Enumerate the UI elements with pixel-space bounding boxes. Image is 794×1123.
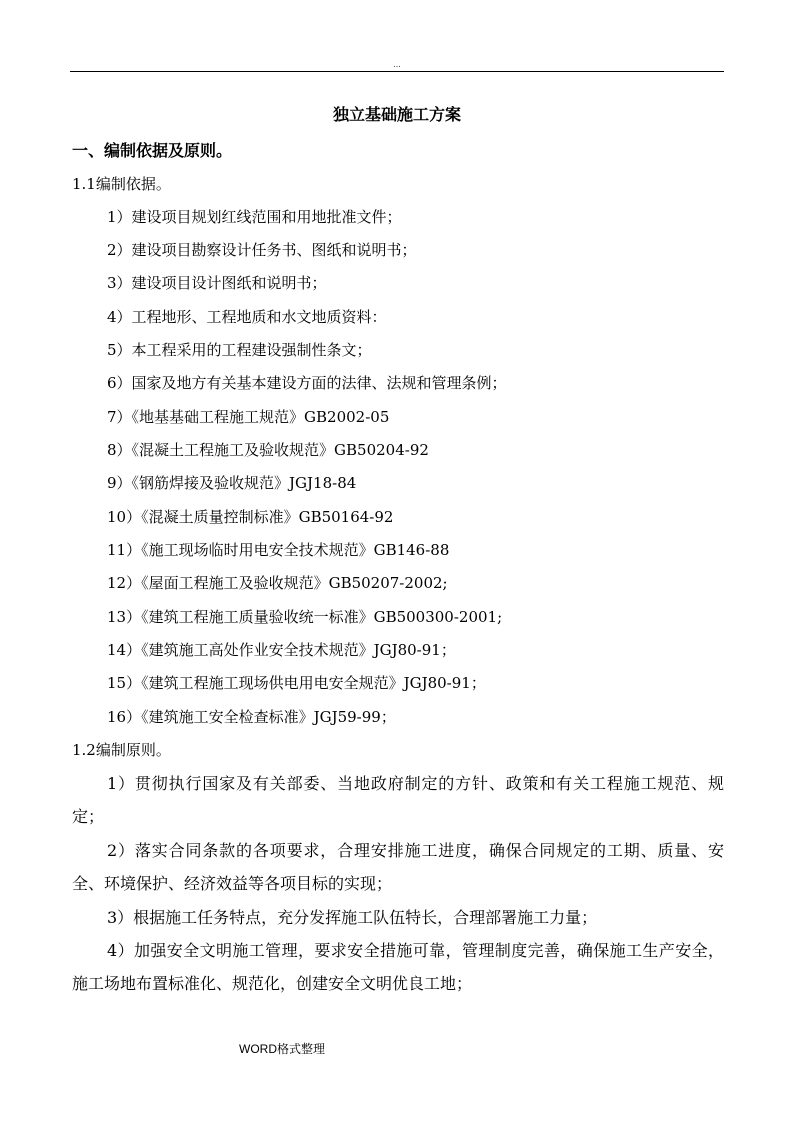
- basis-item: 4）工程地形、工程地质和水文地质资料：: [107, 308, 387, 326]
- header-rule: [70, 71, 724, 72]
- basis-item: 1）建设项目规划红线范围和用地批准文件；: [107, 208, 402, 226]
- document-title: 独立基础施工方案: [332, 105, 461, 124]
- basis-item: 5）本工程采用的工程建设强制性条文；: [107, 341, 372, 359]
- basis-item: 9）《钢筋焊接及验收规范》JGJ18-84: [107, 474, 357, 492]
- basis-item: 10）《混凝土质量控制标准》GB50164-92: [107, 508, 394, 526]
- basis-item: 3）建设项目设计图纸和说明书；: [107, 274, 327, 292]
- basis-item: 14）《建筑施工高处作业安全技术规范》JGJ80-91；: [107, 641, 456, 659]
- principle-paragraph: 1）贯彻执行国家及有关部委、当地政府制定的方针、政策和有关工程施工规范、规定；: [72, 774, 724, 826]
- footer-label: WORD格式整理: [239, 1042, 325, 1056]
- basis-item: 13）《建筑工程施工质量验收统一标准》GB500300-2001;: [107, 608, 503, 626]
- subsection-label-1-2: 1.2编制原则。: [72, 741, 171, 759]
- basis-item: 15）《建筑工程施工现场供电用电安全规范》JGJ80-91；: [107, 674, 486, 692]
- principle-paragraph: 3）根据施工任务特点，充分发挥施工队伍特长，合理部署施工力量；: [107, 908, 598, 927]
- principle-paragraph: 4）加强安全文明施工管理，要求安全措施可靠，管理制度完善，确保施工生产安全，施工场地布置标准化、规范化，创建安全文明优良工地；: [72, 941, 724, 993]
- header-dots: ...: [393, 60, 401, 69]
- subsection-label-1-1: 1.1编制依据。: [72, 175, 171, 193]
- basis-item: 8）《混凝土工程施工及验收规范》GB50204-92: [107, 441, 429, 459]
- basis-item: 12）《屋面工程施工及验收规范》GB50207-2002;: [107, 574, 448, 592]
- basis-item: 6）国家及地方有关基本建设方面的法律、法规和管理条例；: [107, 374, 507, 392]
- principle-paragraph: 2）落实合同条款的各项要求，合理安排施工进度，确保合同规定的工期、质量、安全、环境保护、经济效益等各项目标的实现；: [72, 841, 724, 893]
- basis-item: 16）《建筑施工安全检查标准》JGJ59-99；: [107, 708, 396, 726]
- basis-item: 7）《地基基础工程施工规范》GB2002-05: [107, 408, 390, 426]
- basis-item: 11）《施工现场临时用电安全技术规范》GB146-88: [107, 541, 450, 559]
- basis-item: 2）建设项目勘察设计任务书、图纸和说明书；: [107, 241, 417, 259]
- section-heading: 一、编制依据及原则。: [72, 141, 233, 160]
